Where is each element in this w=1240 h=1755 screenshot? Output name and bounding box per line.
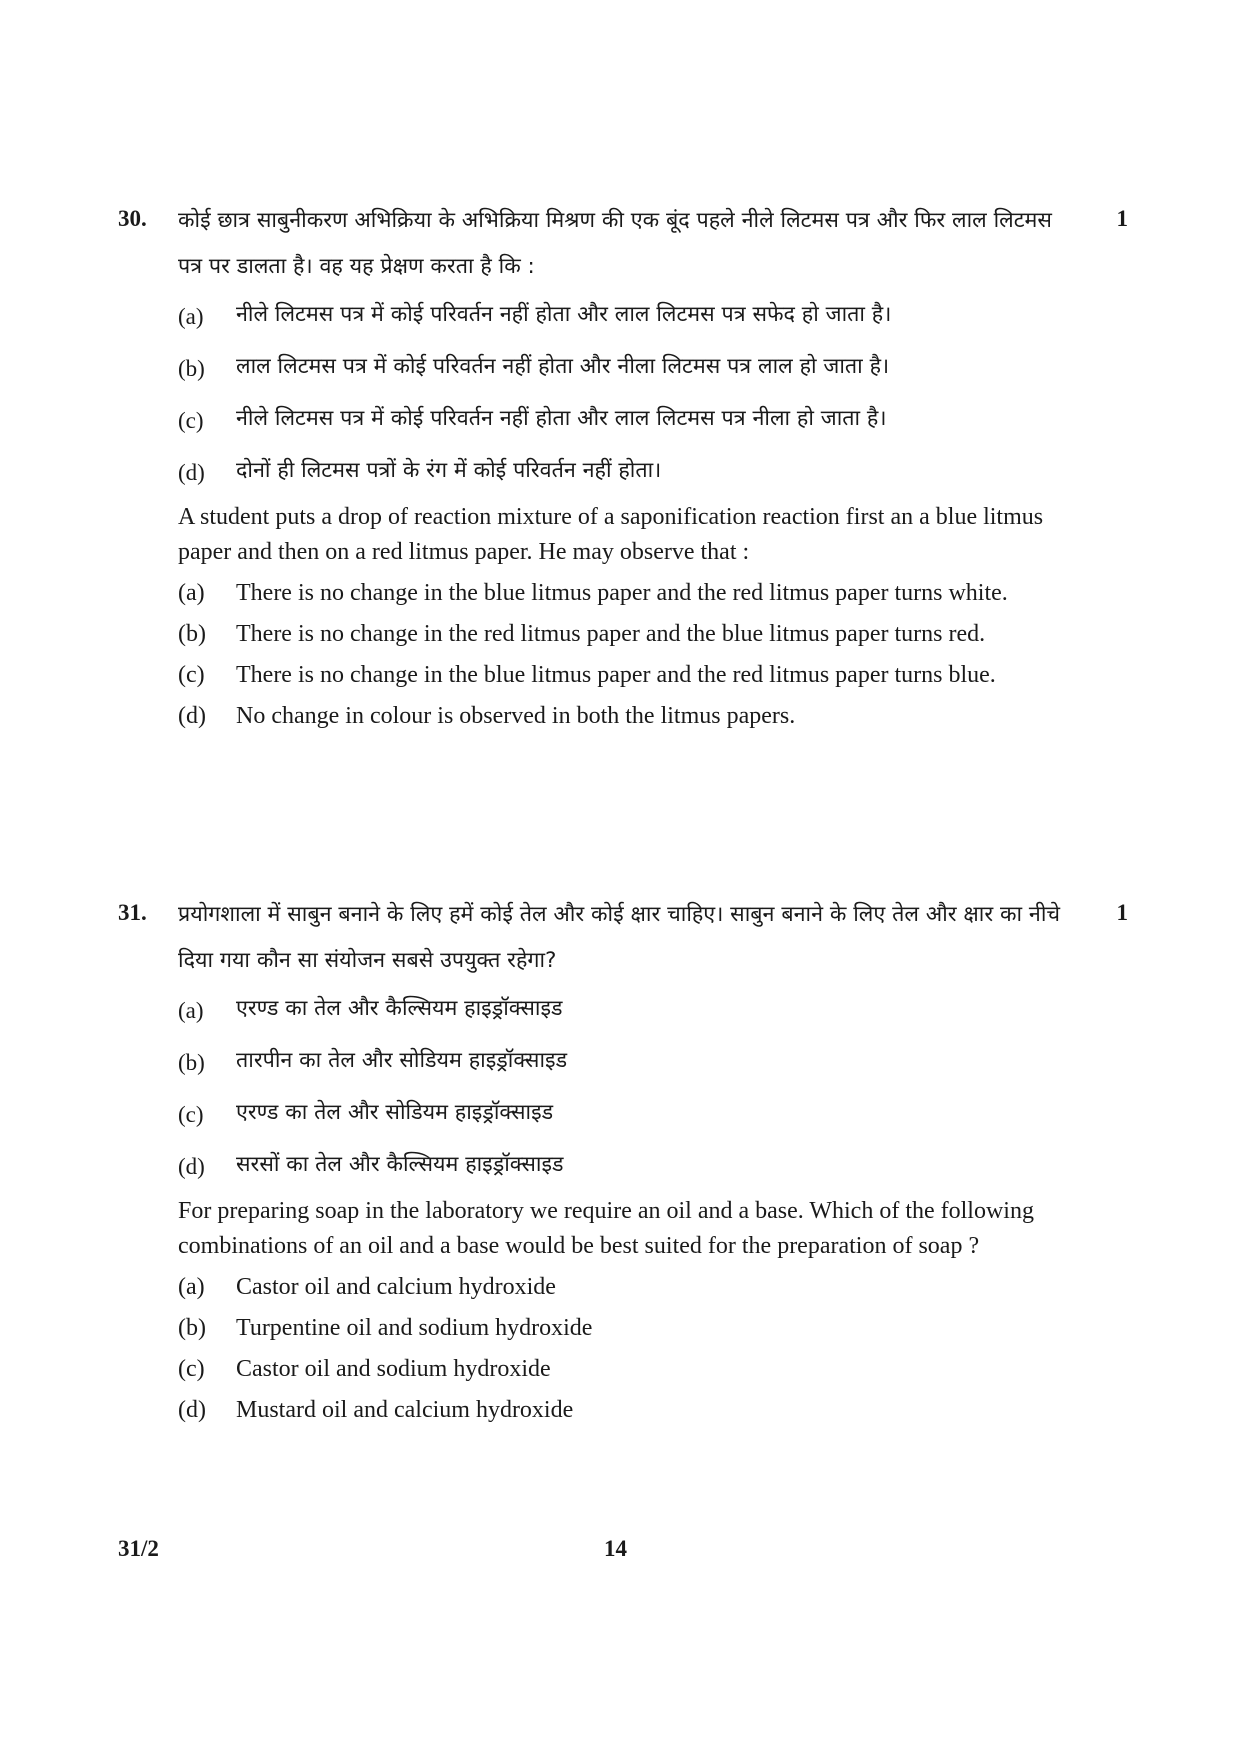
hindi-option-c: [178, 404, 1070, 434]
option-label: (b): [178, 356, 205, 381]
option-label: (b): [178, 1315, 206, 1341]
option-label: (c): [178, 1102, 204, 1127]
english-option-b: [178, 1311, 1070, 1346]
english-option-d: [178, 1393, 1070, 1428]
hindi-option-d: [178, 1150, 1070, 1180]
question-number: 31.: [118, 900, 147, 925]
english-option-b: [178, 617, 1070, 652]
option-text: नीले लिटमस पत्र में कोई परिवर्तन नहीं होता और लाल लिटमस पत्र सफेद हो जाता है।: [236, 302, 892, 327]
option-text: There is no change in the red litmus paper and the blue litmus paper turns red.: [236, 621, 986, 647]
question-marks: 1: [1116, 900, 1128, 925]
option-text: लाल लिटमस पत्र में कोई परिवर्तन नहीं होता और नीला लिटमस पत्र लाल हो जाता है।: [236, 354, 890, 379]
option-text: No change in colour is observed in both the litmus papers.: [236, 703, 796, 729]
option-label: (d): [178, 1397, 206, 1423]
option-label: (d): [178, 703, 206, 729]
question-body: [178, 198, 1070, 734]
english-options: [178, 1270, 1070, 1428]
option-label: (c): [178, 1356, 205, 1382]
hindi-question-text: कोई छात्र साबुनीकरण अभिक्रिया के अभिक्रिया मिश्रण की एक बूंद पहले नीले लिटमस पत्र और फिर लाल लिटमस पत्र पर डालता है। वह यह प्रेक्षण करता है कि :: [178, 208, 1052, 279]
option-text: नीले लिटमस पत्र में कोई परिवर्तन नहीं होता और लाल लिटमस पत्र नीला हो जाता है।: [236, 406, 887, 431]
question-number: 30.: [118, 206, 147, 231]
question-31: [118, 900, 1128, 1428]
option-text: दोनों ही लिटमस पत्रों के रंग में कोई परिवर्तन नहीं होता।: [236, 458, 662, 483]
question-marks: 1: [1116, 206, 1128, 231]
option-text: There is no change in the blue litmus paper and the red litmus paper turns blue.: [236, 662, 996, 688]
option-label: (a): [178, 304, 204, 329]
page-number: 14: [604, 1536, 627, 1561]
english-option-c: [178, 658, 1070, 693]
hindi-option-c: [178, 1098, 1070, 1128]
option-text: Mustard oil and calcium hydroxide: [236, 1397, 574, 1423]
english-option-a: [178, 1270, 1070, 1305]
hindi-question-text: प्रयोगशाला में साबुन बनाने के लिए हमें कोई तेल और कोई क्षार चाहिए। साबुन बनाने के लिए तेल और क्षार का नीचे दिया गया कौन सा संयोजन सबसे उपयुक्त रहेगा?: [178, 902, 1061, 973]
option-label: (b): [178, 1050, 205, 1075]
hindi-option-b: [178, 352, 1070, 382]
english-question-text: For preparing soap in the laboratory we require an oil and a base. Which of the following combinations of an oil and a base would be best suited for the preparation of soap ?: [178, 1198, 1034, 1259]
option-text: सरसों का तेल और कैल्सियम हाइड्रॉक्साइड: [236, 1152, 564, 1177]
option-label: (a): [178, 998, 204, 1023]
hindi-options: [178, 300, 1070, 486]
question-body: [178, 892, 1070, 1428]
option-label: (c): [178, 662, 205, 688]
hindi-option-b: [178, 1046, 1070, 1076]
english-option-a: [178, 576, 1070, 611]
option-label: (d): [178, 460, 205, 485]
option-label: (a): [178, 1274, 205, 1300]
option-text: Turpentine oil and sodium hydroxide: [236, 1315, 593, 1341]
option-label: (d): [178, 1154, 205, 1179]
hindi-option-a: [178, 300, 1070, 330]
english-option-c: [178, 1352, 1070, 1387]
paper-code: 31/2: [118, 1536, 159, 1561]
option-text: एरण्ड का तेल और कैल्सियम हाइड्रॉक्साइड: [236, 996, 563, 1021]
option-label: (b): [178, 621, 206, 647]
option-label: (a): [178, 580, 205, 606]
option-label: (c): [178, 408, 204, 433]
hindi-option-d: [178, 456, 1070, 486]
option-text: एरण्ड का तेल और सोडियम हाइड्रॉक्साइड: [236, 1100, 554, 1125]
option-text: There is no change in the blue litmus paper and the red litmus paper turns white.: [236, 580, 1008, 606]
option-text: Castor oil and sodium hydroxide: [236, 1356, 551, 1382]
option-text: Castor oil and calcium hydroxide: [236, 1274, 556, 1300]
option-text: तारपीन का तेल और सोडियम हाइड्रॉक्साइड: [236, 1048, 568, 1073]
english-options: [178, 576, 1070, 734]
hindi-options: [178, 994, 1070, 1180]
english-question-text: A student puts a drop of reaction mixture of a saponification reaction first an a blue litmus paper and then on a red litmus paper. He may observe that :: [178, 504, 1044, 565]
hindi-option-a: [178, 994, 1070, 1024]
english-option-d: [178, 699, 1070, 734]
question-30: [118, 206, 1128, 734]
